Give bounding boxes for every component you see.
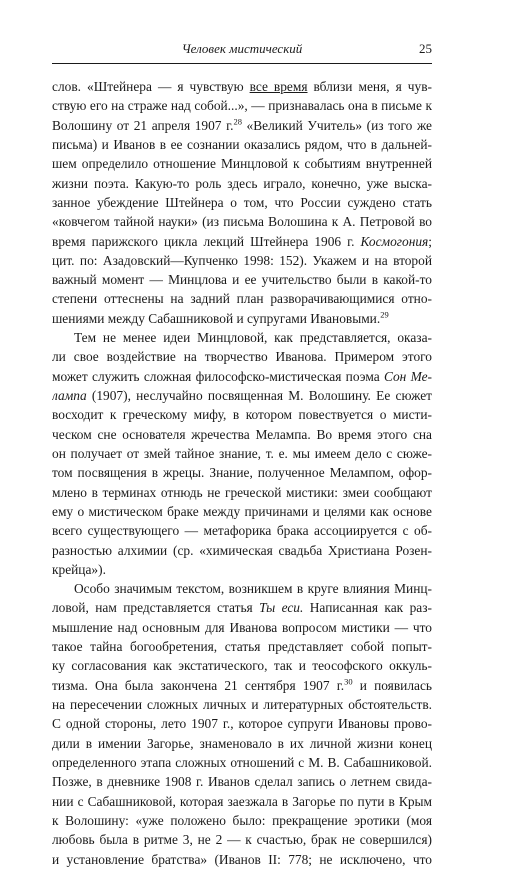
text-line: тизма. Она была закончена 21 сентября 1907 г.$^{30}$ и появилась (52, 676, 432, 693)
running-head (52, 40, 432, 60)
text-line: Позже, в дневнике 1908 г. Иванов сделал запись о летнем свида- (52, 774, 432, 790)
text-line: к Волошину: «уже положено было: прекращение эротики (моя (52, 812, 432, 828)
text-line: «ковчегом тайной науки» (из письма Волошина к А. Петровой во (52, 214, 432, 230)
text-line: Особо значимым текстом, возникшем в круге влияния Минц- (74, 581, 432, 597)
text-line: шем определило отношение Минцловой к событиям внутренней (52, 156, 432, 172)
text-line: С одной стороны, лето 1907 г., которое супруги Ивановы прово- (52, 716, 432, 732)
text-line: Волошину от 21 апреля 1907 г.$^{28}$ «Великий Учитель» (из того же (52, 116, 432, 133)
page-number: 25 (419, 41, 432, 56)
text-line: ли свое воздействие на творчество Иванова. Примером этого (52, 349, 432, 365)
text-line: он получает от змей тайное знание, т. е. мы имеем дело с сюже- (52, 445, 432, 461)
body-text (52, 77, 432, 869)
text-line: слов. «Штейнера — я чувствую все время вблизи меня, я чув- (52, 79, 432, 94)
header-rule (52, 63, 432, 64)
text-line: и установление братства» (Иванов II: 778; не исключено, что (52, 851, 432, 867)
text-line: восходит к греческому мифу, в котором повествуется о мисти- (52, 407, 432, 423)
running-title: Человек мистический (181, 41, 303, 56)
text-line: мышление над основным для Иванова вопросом мистики — что (52, 619, 432, 635)
text-line: лампа (1907), неслучайно посвященная М. Волошину. Ее сюжет (52, 388, 432, 403)
text-line: время парижского цикла лекций Штейнера 1906 г. Космогония; (52, 233, 432, 249)
text-line: нии с Сабашниковой, которая заезжала в Загорье по пути в Крым (52, 793, 432, 809)
text-line: цит. по: Азадовский—Купченко 1998: 152). Укажем и на второй (52, 252, 432, 268)
text-line: важный момент — Минцлова и ее учительство были в какой-то (52, 272, 432, 288)
text-line: том посвящения в жрецы. Знание, полученное Мелампом, офор- (52, 465, 432, 481)
text-line: ему о мистическом браке между причинами и целями как основе (52, 503, 432, 519)
text-line: шениями между Сабашниковой и супругами Ивановыми.$^{29}$ (52, 309, 389, 326)
text-line: на пересечении сложных личных и литературных обстоятельств. (52, 697, 432, 712)
text-line: ствую его на страже над собой...», — признавалась она в письме к (52, 98, 432, 114)
text-line: разностью алхимии (ср. «химическая свадьба Христиана Розен- (52, 542, 432, 558)
text-line: письма) и Иванов в ее сознании оказались рядом, что в дальней- (52, 136, 432, 152)
text-line: может служить сложная философско-мистическая поэма Сон Ме- (52, 368, 432, 384)
text-line: жизни поэта. Какую-то роль здесь играло, конечно, уже выска- (52, 175, 432, 191)
text-line: такое тайна богообретения, статья представляет собой попыт- (52, 639, 432, 655)
text-line: дили в имении Загорье, знаменовало в их личной жизни конец (52, 735, 432, 751)
text-line: степени оттеснены на задний план разворачивающимися отно- (52, 291, 432, 307)
text-line: млено в терминах отнюдь не греческой мистики: змеи сообщают (52, 484, 432, 500)
text-line: Тем не менее идеи Минцловой, как представляется, оказа- (74, 330, 432, 346)
text-line: занное убеждение Штейнера о том, что России суждено стать (52, 194, 432, 210)
text-line: ческом сне основателя жречества Мелампа. Во время этого сна (52, 426, 432, 442)
text-line: ку согласования как экстатического, так и теософского оккуль- (52, 658, 432, 674)
text-line: определенного этапа сложных отношений с М. В. Сабашниковой. (52, 754, 432, 770)
text-line: крейца»). (52, 561, 106, 577)
text-line: ловой, нам представляется статья Ты еси. Написанная как раз- (52, 600, 432, 616)
text-line: любовь была в ритме 3, не 2 — к счастью, брак не совершился) (52, 832, 432, 848)
text-line: всего существующего — метафорика брака ассоциируется с об- (52, 523, 432, 539)
